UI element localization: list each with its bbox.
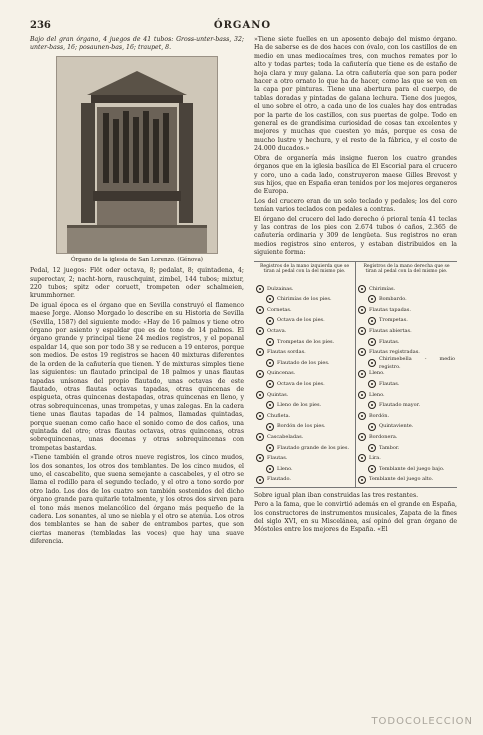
register-item xyxy=(266,358,353,369)
register-label: Flautado de los pies. xyxy=(277,359,330,366)
right-paragraph-4: El órgano del crucero del lado derecho ó prioral tenía 41 teclas y las contras de los pies con 2.674 tubos ó caños, 2.365 de cañutería ordinaria y 309 de lengüeta. Sus registros no eran medios registros sino enteros, y estaban distribuidos en la siguiente forma: xyxy=(254,215,457,257)
register-label: Chufleta. xyxy=(267,412,291,419)
register-label: Flautas. xyxy=(379,338,400,345)
stop-knob-icon xyxy=(266,465,274,473)
stop-knob-icon xyxy=(358,285,366,293)
register-label: Cascabeladas. xyxy=(267,433,304,440)
stop-knob-icon xyxy=(256,327,264,335)
right-column xyxy=(254,36,457,536)
stop-knob-icon xyxy=(266,317,274,325)
register-item xyxy=(256,432,353,443)
stop-knob-icon xyxy=(358,454,366,462)
stop-knob-icon xyxy=(256,391,264,399)
register-item xyxy=(358,390,455,401)
register-label: Cornetas. xyxy=(267,306,292,313)
register-item xyxy=(256,453,353,464)
register-label: Bordón de los pies. xyxy=(277,423,326,430)
register-item xyxy=(358,305,455,316)
register-label: Flautas abiertas. xyxy=(369,328,412,335)
stop-knob-icon xyxy=(266,359,274,367)
left-column xyxy=(30,36,244,548)
stop-knob-icon xyxy=(266,401,274,409)
register-item xyxy=(368,379,455,390)
register-item xyxy=(266,337,353,348)
stop-knob-icon xyxy=(368,444,376,452)
stop-knob-icon xyxy=(358,433,366,441)
closing-paragraph-2: Pero a la fama, que le convirtió además en el grande en España, los constructores de instrumentos musicales, Zapata de la fines del siglo XVI, en su Miscelánea, así opinó del gran órgano de Móstoles entre los mejores de España. «El xyxy=(254,501,457,534)
stop-knob-icon xyxy=(358,348,366,356)
register-label: Bordón. xyxy=(369,412,390,419)
register-item xyxy=(358,284,455,295)
register-item xyxy=(368,464,455,475)
register-item xyxy=(266,400,353,411)
register-item xyxy=(256,368,353,379)
register-label: Flautado mayor. xyxy=(379,402,421,409)
register-label: Flautas sordas. xyxy=(267,349,306,356)
stop-knob-icon xyxy=(266,295,274,303)
right-paragraph-2: Obra de organería más insigne fueron los cuatro grandes órganos que en la iglesia basílica de El Escorial para el crucero y coro, uno a cada lado, construyeron maese Gilles Brevost y sus hijos, que en España eran tenidos por los mejores organeros de Europa. xyxy=(254,154,457,196)
stop-knob-icon xyxy=(358,306,366,314)
register-label: Flautado grande de los pies. xyxy=(277,444,350,451)
stop-knob-icon xyxy=(256,370,264,378)
left-hand-registers xyxy=(254,262,355,487)
register-item xyxy=(266,379,353,390)
register-label: Lleno. xyxy=(369,370,385,377)
register-item xyxy=(368,337,455,348)
stop-knob-icon xyxy=(256,306,264,314)
intro-paragraph: Bajo del gran órgano, 4 juegos de 41 tubos: Gross-unter-bass, 32; unter-bass, 16; posaunen-bas, 16; traupet, 8. xyxy=(30,36,244,52)
organ-engraving-image xyxy=(56,56,218,254)
register-label: Tambor. xyxy=(379,444,400,451)
stop-knob-icon xyxy=(358,370,366,378)
register-label: Chirimebella - medio registro. xyxy=(379,355,455,371)
stop-knob-icon xyxy=(358,412,366,420)
stop-knob-icon xyxy=(358,391,366,399)
register-item xyxy=(256,284,353,295)
register-label: Dulzainas. xyxy=(267,285,294,292)
right-paragraph-3: Los del crucero eran de un solo teclado y pedales; los del coro tenían varios teclados con pedales a contras. xyxy=(254,197,457,214)
register-item xyxy=(358,411,455,422)
page-number: 236 xyxy=(30,20,51,31)
register-label: Flautas. xyxy=(267,455,288,462)
stop-knob-icon xyxy=(256,454,264,462)
register-label: Lleno. xyxy=(369,391,385,398)
register-item xyxy=(266,442,353,453)
register-item xyxy=(266,294,353,305)
left-paragraph-3: »Tiene también el grande otros nueve registros, los cinco mudos, los dos sonantes, los otros dos temblantes. De los cinco mudos, el uno, el cascabelito, que suena semejante a cascabeles, y el otro se llama el rodillo para el segundo teclado, y el otro a tono sordo por otro lado. Los dos de los cuatro son también sostenidos del dicho órgano grande para quitarle totalmente, y los otros dos sirven para el tono más menos melancólico del órgano más pequeño de la cadera. Los sonantes, al uno se niebla y el otro se atenúa. Los otros dos temblantes se han de saber de entrambos partes, que son ciertas maneras (tembladas las voces) que hay una suave diferencia. xyxy=(30,454,244,546)
stop-knob-icon xyxy=(368,317,376,325)
stop-knob-icon xyxy=(358,327,366,335)
register-label: Lira. xyxy=(369,455,381,462)
register-item xyxy=(256,347,353,358)
register-item xyxy=(358,326,455,337)
register-label: Temblante del juego alto. xyxy=(369,476,434,483)
stop-knob-icon xyxy=(368,338,376,346)
register-label: Temblante del juego bajo. xyxy=(379,465,445,472)
register-item xyxy=(368,355,455,371)
register-item xyxy=(256,390,353,401)
image-caption: Órgano de la iglesia de San Lorenzo. (Génova) xyxy=(70,256,203,263)
register-item xyxy=(368,315,455,326)
register-item xyxy=(256,305,353,316)
left-paragraph-2: De igual época es el órgano que en Sevilla construyó el flamenco maese Jorge. Alonso Morgado lo describe en su Historia de Sevilla (Sevilla, 1587) del siguiente modo: «Hay de 16 palmos y tiene otro órgano por asiento y espaldar que es de tono de 14 palmos. El órgano grande y principal tiene 24 medios registros, y el popanal espaldar 14, que son por todo 38 y se reducen a 19 enteros, porque son medios. De estos 19 registros se hacen 40 mixturas diferentes de la orden de la cañutería que tienen. Y de mixturas simples tiene las siguientes: un flautado principal de 18 palmos y unas flautas tapadas unísonas del propio flautado, unas octavas de este flautado, otras flautas octavas tapadas, otras quincenas de espigueta, otras quincenas destapadas, otras quincenas en lleno, y otras sobrequincenas, unas trompetas, y unas zalegas. En la cadera tiene unas flautas tapadas de 14 palmos, llamadas quintadas, porque suenan como caño hace el sonido como de dos caños, una quintada del otro; otras flautas octavas, otras quincenas, otras sobrequincenas, unas docenas y otras sobrequincenas con trompetas bastardas. xyxy=(30,301,244,452)
register-item xyxy=(266,464,353,475)
register-item xyxy=(368,294,455,305)
page-title: ÓRGANO xyxy=(213,20,272,31)
register-item xyxy=(368,442,455,453)
stop-knob-icon xyxy=(368,359,376,367)
register-item xyxy=(358,474,455,485)
register-item xyxy=(256,411,353,422)
left-paragraph-1: Pedal, 12 juegos: Flöt oder octava, 8; pedalat, 8; quintadena, 4; superoctav, 2; nacht-horn, rauschquint, zimbel, 144 tubos; mixtur, 220 tubos; spitz oder coruett, trompeten oder schalmeien, krummhorner. xyxy=(30,267,244,300)
register-label: Flautas. xyxy=(379,381,400,387)
register-label: Quintas. xyxy=(267,391,289,398)
left-register-list xyxy=(256,284,353,485)
register-item xyxy=(266,315,353,326)
register-item xyxy=(368,400,455,411)
stop-knob-icon xyxy=(256,476,264,484)
closing-paragraph-1: Sobre igual plan iban construidas las tres restantes. xyxy=(254,491,419,499)
stop-knob-icon xyxy=(266,338,274,346)
organ-illustration xyxy=(57,57,217,253)
register-label: Chirimías. xyxy=(369,285,396,292)
register-label: Chirimías de los pies. xyxy=(277,296,332,303)
left-register-heading: Registros de la mano izquierda que se tiran al pedal con la del mismo pie. xyxy=(259,263,350,275)
register-label: Flautas tapadas. xyxy=(369,306,411,313)
stop-knob-icon xyxy=(256,348,264,356)
stop-knob-icon xyxy=(368,380,376,388)
stop-knob-icon xyxy=(368,465,376,473)
register-label: Lleno. xyxy=(277,465,293,472)
register-item xyxy=(358,453,455,464)
stop-knob-icon xyxy=(368,295,376,303)
stop-knob-icon xyxy=(266,444,274,452)
register-label: Quincenas. xyxy=(267,370,296,377)
stop-knob-icon xyxy=(256,412,264,420)
register-item xyxy=(256,326,353,337)
register-label: Quintaviente. xyxy=(379,423,414,430)
stop-knob-icon xyxy=(266,423,274,431)
stop-knob-icon xyxy=(368,423,376,431)
stop-knob-icon xyxy=(266,380,274,388)
right-hand-registers xyxy=(355,262,457,487)
right-register-heading: Registros de la mano derecha que se tiran al pedal con la del mismo pie. xyxy=(363,263,450,275)
stop-knob-icon xyxy=(256,433,264,441)
register-label: Trompetas. xyxy=(379,317,408,324)
register-label: Octava de los pies. xyxy=(277,381,325,387)
stop-knob-icon xyxy=(368,401,376,409)
watermark: TODOCOLECCION xyxy=(371,716,473,727)
register-label: Lleno de los pies. xyxy=(277,402,322,409)
register-label: Flautado. xyxy=(267,476,291,483)
register-item xyxy=(256,474,353,485)
right-register-list xyxy=(358,284,455,485)
register-item xyxy=(358,432,455,443)
stop-knob-icon xyxy=(256,285,264,293)
stop-knob-icon xyxy=(358,476,366,484)
register-label: Bordonera. xyxy=(369,433,398,440)
register-label: Trompetas de los pies. xyxy=(277,338,335,345)
register-label: Flautas registradas. xyxy=(369,349,420,356)
right-paragraph-1: »Tiene siete fuelles en un aposento debajo del mismo órgano. Ha de saberse es de dos haces con óvalo, con los castillos de en medio en unas mediocaímes tres, con muchos remates por lo alto y todas partes; toda la cañutería que tiene es de estaño de hoja clara y muy galana. La otra cañutería que son para poder hacer a otro ornato lo que ha de hacer, como las que se ven en la capa por pinturas. Tiene una abertura para el cuerpo, de tablas doradas y pintadas de galana lechura. Tiene dos juegos, el uno sobre el otro, a cada uno de los cuales hay dos entradas por la parte de los castillos, con sus puertas de golpe. Todo en general es de grandísima curiosidad de cosas tan excelentes y mejores y muchas que cuesten yo más, porque es cosa de mucho lustre y hechura, y el resto de la fábrica, y el costo de 24.000 ducados.» xyxy=(254,36,457,153)
register-item xyxy=(266,421,353,432)
page-header xyxy=(30,20,455,32)
register-label: Octava de los pies. xyxy=(277,317,325,324)
register-item xyxy=(368,421,455,432)
register-table xyxy=(254,261,457,488)
register-label: Bombardo. xyxy=(379,296,407,303)
register-label: Octava. xyxy=(267,328,287,335)
